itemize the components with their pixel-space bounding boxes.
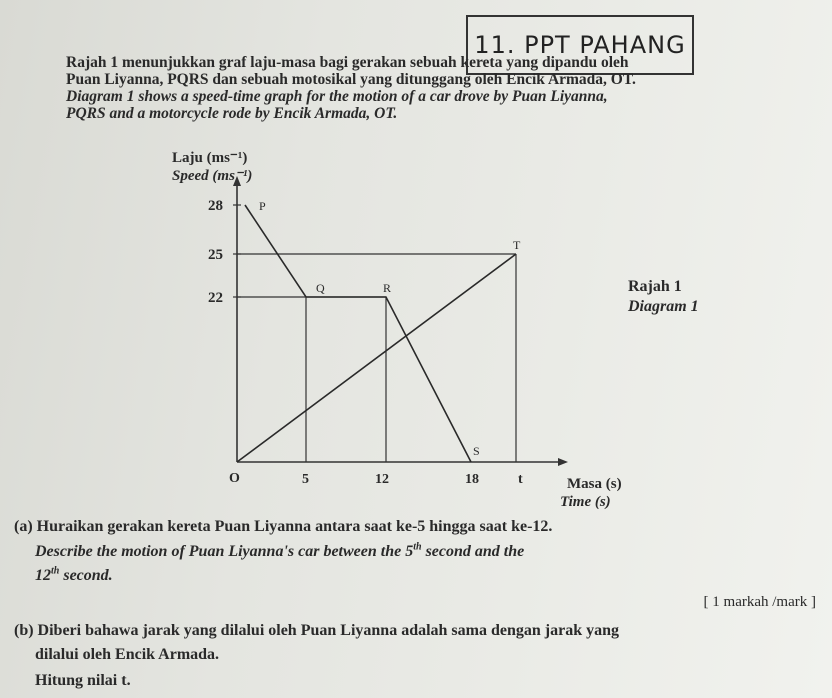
point-label-S: S [473,444,480,458]
x-axis-label-en: Time (s) [560,494,611,510]
question-a-en-line-2: 12th second. [35,566,113,585]
motorcycle-graph-OT [237,254,516,462]
point-label-P: P [259,199,266,213]
x-axis-arrow [558,458,568,466]
point-label-R: R [383,281,392,295]
diagram-label-ms: Rajah 1 [628,278,682,295]
intro-en-line-2: PQRS and a motorcycle rode by Encik Armada, OT. [66,105,398,122]
y-tick-label-25: 25 [208,247,223,263]
question-b-line-2: dilalui oleh Encik Armada. [35,646,220,663]
x-axis-label-ms: Masa (s) [567,476,622,492]
x-tick-label-18: 18 [465,472,479,487]
y-axis-label-ms: Laju (ms⁻¹) [172,150,248,166]
origin-label: O [229,471,240,486]
intro-ms-line-1: Rajah 1 menunjukkan graf laju-masa bagi gerakan sebuah kereta yang dipandu oleh [66,54,629,71]
question-number: 11. PPT PAHANG [474,31,686,59]
car-graph-PQRS [245,205,471,462]
x-tick-label-12: 12 [375,472,389,487]
question-a-ms: (a) Huraikan gerakan kereta Puan Liyanna antara saat ke-5 hingga saat ke-12. [14,518,553,535]
diagram-label-en: Diagram 1 [628,298,699,315]
x-tick-label-5: 5 [302,472,309,487]
mark-allocation: [ 1 markah /mark ] [703,594,816,610]
y-tick-label-28: 28 [208,198,223,214]
question-b-line-1: (b) Diberi bahawa jarak yang dilalui oleh Puan Liyanna adalah sama dengan jarak yang [14,622,620,639]
point-label-T: T [513,238,521,252]
intro-ms-line-2: Puan Liyanna, PQRS dan sebuah motosikal yang ditunggang oleh Encik Armada, OT. [66,71,636,88]
y-tick-label-22: 22 [208,290,223,306]
intro-en-line-1: Diagram 1 shows a speed-time graph for the motion of a car drove by Puan Liyanna, [66,88,608,105]
point-label-Q: Q [316,281,325,295]
y-axis-label-en: Speed (ms⁻¹) [172,168,253,184]
x-tick-label-t: t [518,472,523,487]
question-b-line-3: Hitung nilai t. [35,672,131,689]
question-a-en-line-1: Describe the motion of Puan Liyanna's car between the 5th second and the [35,542,525,561]
